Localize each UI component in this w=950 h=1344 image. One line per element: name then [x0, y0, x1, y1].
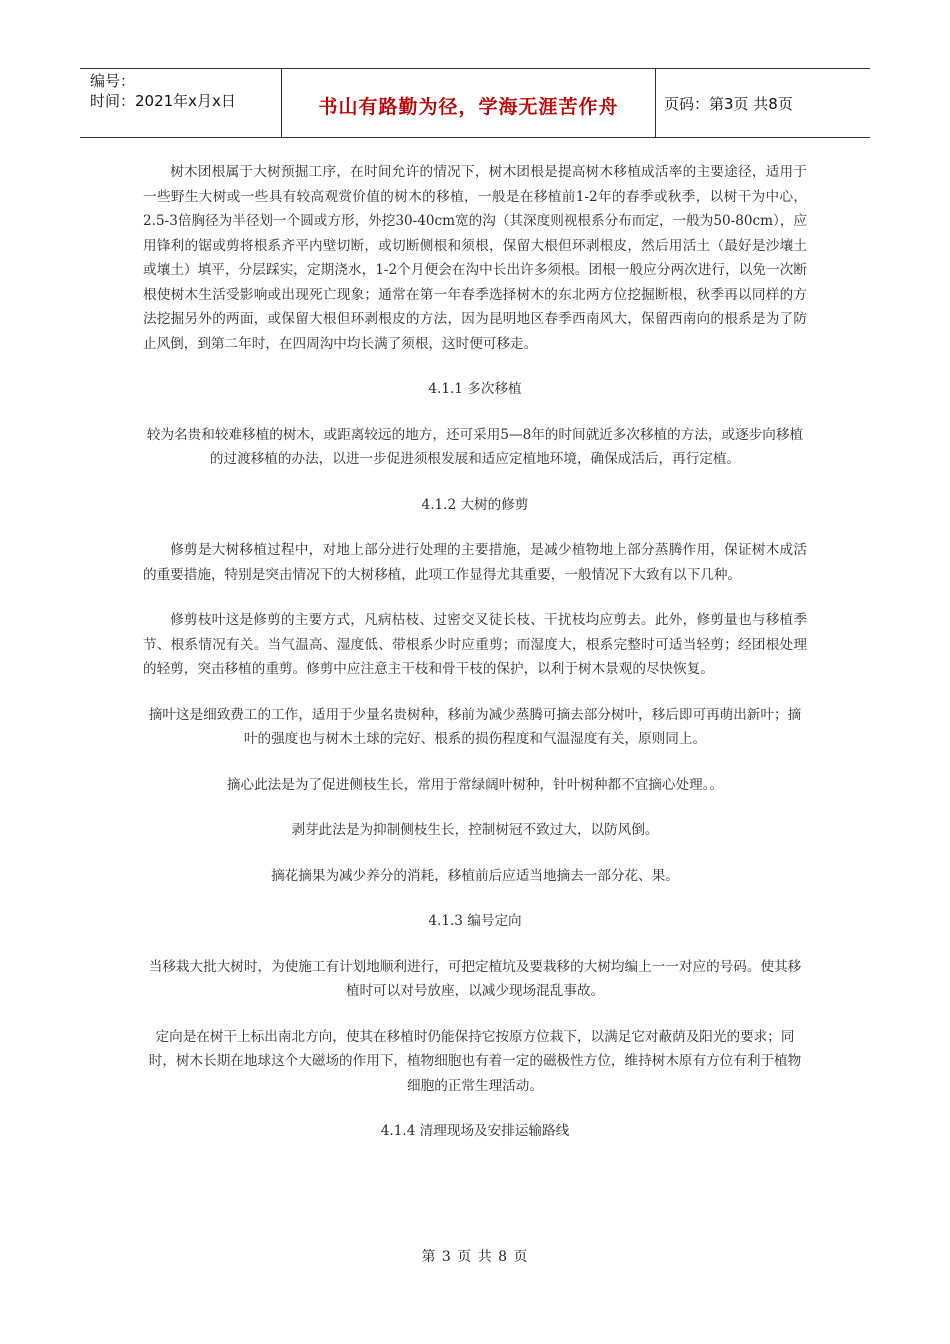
paragraph-numbering: 当移栽大批大树时，为使施工有计划地顺利进行，可把定植坑及要栽移的大树均编上一一对应的号码。使其移植时可以对号放座，以减少现场混乱事故。: [148, 958, 802, 999]
document-number-label: 编号：: [90, 72, 136, 90]
section-heading-4-1-2: 4.1.2 大树的修剪: [421, 496, 529, 513]
header-meta: [80, 69, 282, 137]
header-motto: 书山有路勤为径，学海无涯苦作舟: [282, 69, 656, 137]
paragraph-pruning-intro: 修剪是大树移植过程中，对地上部分进行处理的主要措施，是减少植物地上部分蒸腾作用，保证树木成活的重要措施，特别是突击情况下的大树移植，此项工作显得尤其重要，一般情况下大致有以下几种。: [143, 542, 807, 583]
section-heading-4-1-4: 4.1.4 清理现场及安排运输路线: [380, 1123, 570, 1139]
paragraph-leaf-removal: 摘叶这是细致费工的工作，适用于少量名贵树种，移前为减少蒸腾可摘去部分树叶，移后即可再萌出新叶；摘叶的强度也与树木土球的完好、根系的损伤程度和气温湿度有关，原则同上。: [148, 706, 802, 747]
paragraph-pruning-branches: 修剪枝叶这是修剪的主要方式，凡病枯枝、过密交叉徒长枝、干扰枝均应剪去。此外，修剪量也与移植季节、根系情况有关。当气温高、湿度低、带根系少时应重剪；而湿度大，根系完整时可适当轻剪；经团根处理的轻剪，突击移植的重剪。修剪中应注意主干枝和骨干枝的保护，以利于树木景观的尽快恢复。: [143, 612, 807, 677]
document-body: [143, 160, 807, 1165]
paragraph-multiple-transplant: 较为名贵和较难移植的树木，或距离较远的地方，还可采用5—8年的时间就近多次移植的方法，或逐步向移植的过渡移植的办法，以进一步促进须根发展和适应定植地环境，确保成活后，再行定植。: [146, 426, 804, 467]
paragraph-bud-removal: 剥芽此法是为抑制侧枝生长，控制树冠不致过大，以防风倒。: [291, 822, 659, 838]
section-heading-4-1-1: 4.1.1 多次移植: [428, 381, 522, 397]
paragraph-root-pruning: 树木团根属于大树预掘工序，在时间允许的情况下，树木团根是提高树木移植成活率的主要途径，适用于一些野生大树或一些具有较高观赏价值的树木的移植，一般是在移植前1-2年的春季或秋季，以树干为中心，2.5-3倍胸径为半径划一个圆或方形，外挖30-40cm宽的沟（其深度则视根系分布而定，一般为50-80cm），应用锋利的锯或剪将根系齐平内壁切断，或切断侧根和须根，保留大根但环剥根皮，然后用活土（最好是沙壤土或壤土）填平，分层踩实，定期浇水，1-2个月便会在沟中长出许多须根。团根一般应分两次进行，以免一次断根使树木生活受影响或出现死亡现象；通常在第一年春季选择树木的东北两方位挖掘断根，秋季再以同样的方法挖掘另外的两面，或保留大根但环剥根皮的方法，因为昆明地区春季西南风大，保留西南向的根系是为了防止风倒，到第二年时，在四周沟中均长满了须根，这时便可移走。: [143, 164, 808, 352]
page-footer: 第 3 页 共 8 页: [421, 1249, 529, 1265]
header-page-info: 页码：第3页 共8页: [664, 94, 793, 113]
section-heading-4-1-3: 4.1.3 编号定向: [428, 913, 522, 929]
paragraph-flower-fruit-removal: 摘花摘果为减少养分的消耗，移植前后应适当地摘去一部分花、果。: [271, 867, 679, 884]
page-header: [80, 68, 870, 138]
paragraph-topping: 摘心此法是为了促进侧枝生长，常用于常绿阔叶树种，针叶树种都不宜摘心处理。。: [226, 776, 724, 793]
paragraph-orientation: 定向是在树干上标出南北方向，使其在移植时仍能保持它按原方位栽下，以满足它对蔽荫及阳光的要求；同时，树木长期在地球这个大磁场的作用下，植物细胞也有着一定的磁极性方位，维持树木原有方位有利于植物细胞的正常生理活动。: [148, 1028, 802, 1094]
document-time-label: 时间：2021年x月x日: [90, 92, 236, 110]
